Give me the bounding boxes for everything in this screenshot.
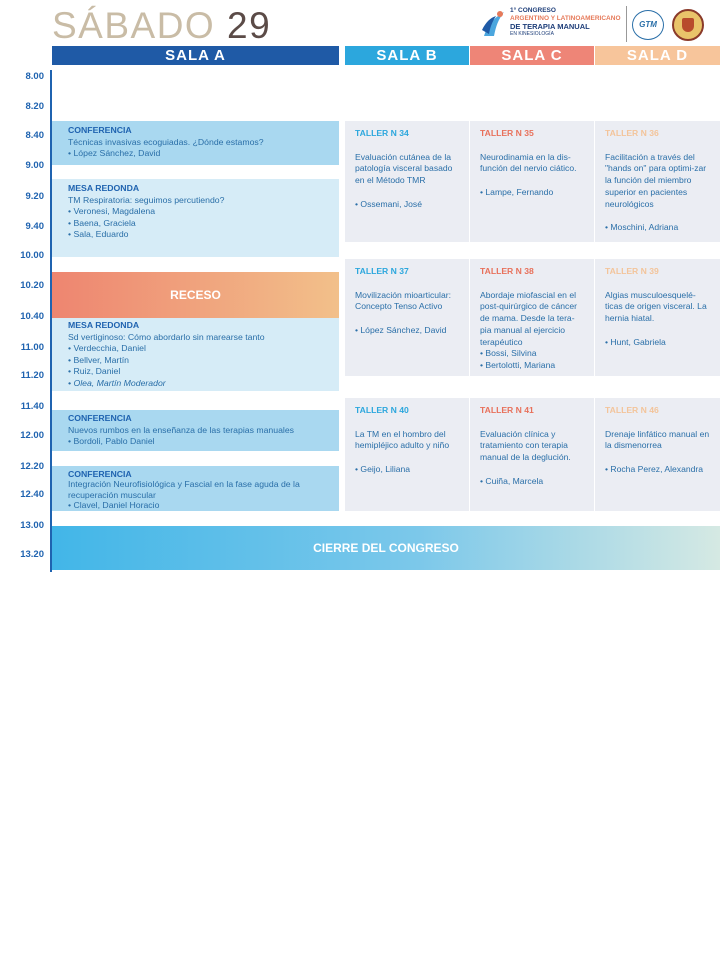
speaker: • Clavel, Daniel Horacio (68, 499, 160, 510)
page-title (52, 4, 271, 48)
speaker: • Moschini, Adriana (605, 222, 679, 233)
speaker: • Geijo, Liliana (355, 464, 411, 475)
taller-title: TALLER N 36 (605, 128, 659, 138)
taller-description: Algias musculoesquelé-ticas de origen visceral. La hernia hiatal. (605, 289, 707, 324)
speaker: • Hunt, Gabriela (605, 336, 666, 347)
session-type: CONFERENCIA (68, 125, 132, 135)
session-title: Nuevos rumbos en la enseñanza de las terapias manuales (68, 424, 295, 435)
session-title: Técnicas invasivas ecoguiadas. ¿Dónde estamos? (68, 136, 264, 147)
logo-line-1: 1° CONGRESO (510, 7, 556, 14)
speaker: • Bertolotti, Mariana (480, 359, 556, 370)
taller-description: Movilización mioarticular: Concepto Tenso Activo (355, 289, 451, 312)
time-label: 8.40 (25, 130, 44, 141)
time-label: 13.20 (20, 549, 44, 560)
speaker: • Ossemani, José (355, 198, 423, 209)
sala-a-session (52, 121, 339, 165)
time-label: 11.00 (20, 342, 44, 353)
taller-description: Evaluación clínica y tratamiento con terapia manual de la deglución. (480, 428, 571, 463)
taller-description: Neurodinamia en la dis-función del nervio ciático. (480, 151, 577, 174)
speaker: • Baena, Graciela (68, 217, 136, 228)
cierre-block: CIERRE DEL CONGRESO (52, 526, 720, 570)
time-label: 12.40 (20, 489, 44, 500)
sala-a-session (52, 179, 339, 257)
sala-a-session (52, 466, 339, 511)
logo-line-2: ARGENTINO Y LATINOAMERICANO (510, 14, 621, 22)
taller-title: TALLER N 38 (480, 266, 534, 276)
moderator: • Olea, Martín Moderador (68, 377, 166, 388)
time-label: 11.20 (20, 370, 44, 381)
taller-cell (345, 121, 469, 242)
time-label: 9.20 (25, 191, 44, 202)
congress-logo-icon (480, 6, 508, 42)
logo-line-4: EN KINESIOLOGÍA (510, 31, 554, 37)
session-type: CONFERENCIA (68, 413, 132, 423)
session-type: MESA REDONDA (68, 320, 140, 330)
speaker: • Sala, Eduardo (68, 229, 129, 240)
taller-cell (595, 121, 720, 242)
logo-line-3: DE TERAPIA MANUAL (510, 22, 590, 31)
logo-divider (626, 6, 627, 42)
time-label: 11.40 (20, 401, 44, 412)
receso-block: RECESO (52, 272, 339, 318)
taller-description: Drenaje linfático manual en la dismenorrea (605, 428, 710, 451)
congress-logo-text (510, 7, 622, 39)
crest-logo-icon (672, 9, 704, 41)
taller-description: La TM en el hombro del hemipléjico adulto y niño (355, 428, 450, 451)
taller-cell (470, 259, 594, 376)
speaker: • Lampe, Fernando (480, 187, 554, 198)
sala-d-header: SALA D (595, 46, 720, 65)
time-label: 9.00 (25, 160, 44, 171)
session-title: Integración Neurofisiológica y Fascial en la fase aguda de la recuperación muscular (68, 479, 300, 500)
taller-cell (470, 121, 594, 242)
sala-a-session (52, 318, 339, 391)
speaker: • Bossi, Silvina (480, 348, 537, 359)
congress-logo (480, 4, 714, 44)
speaker: • Verdecchia, Daniel (68, 343, 146, 354)
sala-b-header: SALA B (345, 46, 469, 65)
speaker: • Ruiz, Daniel (68, 366, 121, 377)
day-number: 29 (227, 5, 272, 46)
time-label: 10.20 (20, 280, 44, 291)
taller-title: TALLER N 34 (355, 128, 409, 138)
sala-c-header: SALA C (470, 46, 594, 65)
sala-a-header: SALA A (52, 46, 339, 65)
session-type: CONFERENCIA (68, 469, 132, 479)
speaker: • López Sánchez, David (355, 325, 447, 336)
taller-cell (470, 398, 594, 511)
taller-cell (595, 398, 720, 511)
taller-cell (595, 259, 720, 376)
session-type: MESA REDONDA (68, 183, 140, 193)
day-word: SÁBADO (52, 5, 216, 46)
speaker: • Veronesi, Magdalena (68, 206, 156, 217)
speaker: • Rocha Perez, Alexandra (605, 464, 704, 475)
time-label: 8.00 (25, 71, 44, 82)
taller-title: TALLER N 35 (480, 128, 534, 138)
speaker: • Bellver, Martín (68, 354, 129, 365)
taller-title: TALLER N 39 (605, 266, 659, 276)
taller-cell (345, 398, 469, 511)
speaker: • Bordoli, Pablo Daniel (68, 436, 155, 447)
taller-title: TALLER N 40 (355, 405, 409, 415)
taller-title: TALLER N 37 (355, 266, 409, 276)
session-title: TM Respiratoria: seguimos percutiendo? (68, 194, 225, 205)
taller-title: TALLER N 41 (480, 405, 534, 415)
time-label: 9.40 (25, 221, 44, 232)
time-label: 12.00 (20, 430, 44, 441)
taller-description: Evaluación cutánea de la patología visceral basado en el Método TMR (355, 151, 453, 186)
gtm-logo: GTM (632, 10, 664, 40)
taller-description: Facilitación a través del "hands on" para optimi-zar la función del miembro superior en pacientes neurológicos (605, 151, 707, 209)
time-label: 13.00 (20, 520, 44, 531)
speaker: • López Sánchez, David (68, 148, 161, 159)
time-label: 10.00 (20, 250, 44, 261)
time-label: 8.20 (25, 101, 44, 112)
session-title: Sd vertiginoso: Cómo abordarlo sin marearse tanto (68, 331, 265, 342)
taller-cell (345, 259, 469, 376)
speaker: • Cuiña, Marcela (480, 475, 544, 486)
sala-a-session (52, 410, 339, 451)
taller-description: Abordaje miofascial en el post-quirúrgico de cáncer de mama. Desde la tera-pia manual al ejercicio terapéutico (480, 289, 577, 347)
taller-title: TALLER N 46 (605, 405, 659, 415)
time-label: 10.40 (20, 311, 44, 322)
time-label: 12.20 (20, 461, 44, 472)
